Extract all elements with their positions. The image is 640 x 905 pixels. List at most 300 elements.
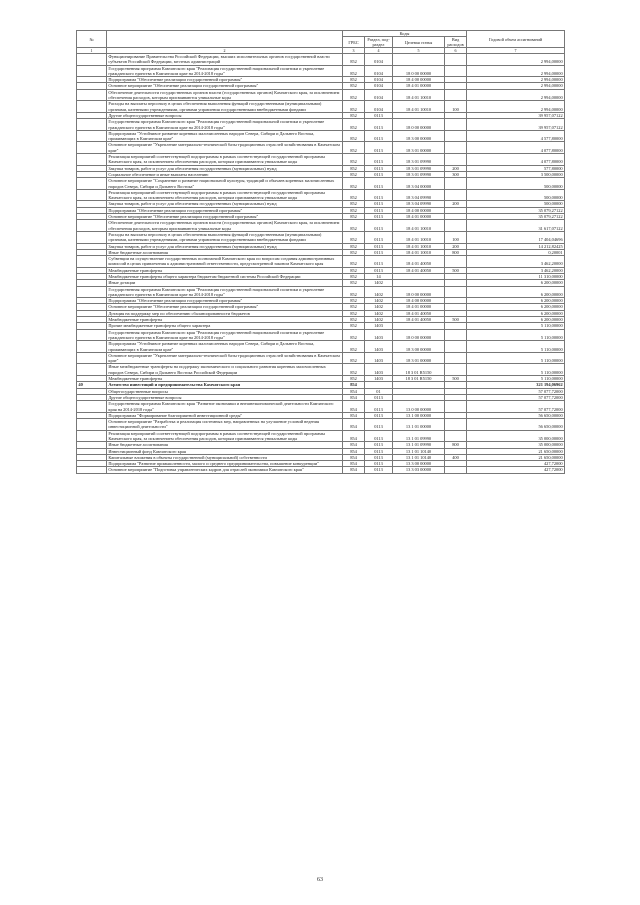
row-amount: 577,80000 <box>467 165 565 171</box>
budget-page <box>76 30 564 474</box>
row-grbs: 854 <box>343 461 365 467</box>
row-grbs: 852 <box>343 317 365 323</box>
row-section: 1403 <box>365 364 393 376</box>
row-target-article: 18 3 00 00000 <box>393 341 445 353</box>
row-grbs: 852 <box>343 201 365 207</box>
row-target-article: 18 4 01 10010 <box>393 101 445 113</box>
row-amount: 2 994,00000 <box>467 89 565 101</box>
budget-table <box>76 30 565 474</box>
row-name: Реализация мероприятий соответствующей подпрограммы в рамках соответствующей государственной программы Камчатского края, за исключением обеспечения расходов, которым присваиваются уникальные коды <box>107 430 343 442</box>
row-number: 40 <box>77 382 107 388</box>
row-grbs: 852 <box>343 243 365 249</box>
table-row <box>77 231 565 243</box>
row-section: 0104 <box>365 65 393 77</box>
row-amount: 2 994,00000 <box>467 101 565 113</box>
row-amount: 3 500,00000 <box>467 171 565 177</box>
row-target-article: 18 4 01 40050 <box>393 267 445 273</box>
row-name: Закупка товаров, работ и услуг для обеспечения государственных (муниципальных) нужд <box>107 165 343 171</box>
row-expense-type: 200 <box>445 165 467 171</box>
row-grbs: 852 <box>343 142 365 154</box>
row-expense-type <box>445 220 467 232</box>
row-target-article: 18 3 01 00000 <box>393 352 445 364</box>
row-amount: 35 079,27122 <box>467 214 565 220</box>
row-section: 1402 <box>365 298 393 304</box>
row-name: Иные бюджетные ассигнования <box>107 249 343 255</box>
row-section: 1402 <box>365 317 393 323</box>
row-expense-type: 100 <box>445 101 467 113</box>
table-row <box>77 89 565 101</box>
row-expense-type: 200 <box>445 243 467 249</box>
row-section: 0104 <box>365 83 393 89</box>
row-grbs: 852 <box>343 304 365 310</box>
row-name: Закупка товаров, работ и услуг для обеспечения государственных (муниципальных) нужд <box>107 243 343 249</box>
row-name: Основное мероприятие "Укрепление материально-технической базы традиционных отраслей хозяйствования в Камчатском крае" <box>107 142 343 154</box>
row-section: 1402 <box>365 286 393 298</box>
row-amount: 2 994,00000 <box>467 65 565 77</box>
row-number <box>77 101 107 113</box>
row-name: Государственная программа Камчатского края "Реализация государственной национальной политики и укрепление гражданского единства в Камчатском крае на 2014-2018 годы" <box>107 286 343 298</box>
row-expense-type <box>445 89 467 101</box>
row-section: 0113 <box>365 142 393 154</box>
row-grbs: 852 <box>343 130 365 142</box>
row-target-article: 18 4 01 00000 <box>393 83 445 89</box>
row-expense-type <box>445 401 467 413</box>
row-expense-type <box>445 364 467 376</box>
row-section: 0113 <box>365 214 393 220</box>
row-section: 0113 <box>365 243 393 249</box>
row-number <box>77 341 107 353</box>
row-section: 0113 <box>365 454 393 460</box>
row-amount: 6 200,00000 <box>467 310 565 316</box>
row-amount: 14 212,82425 <box>467 243 565 249</box>
row-name: Основное мероприятие "Обеспечение реализации государственной программы" <box>107 304 343 310</box>
row-amount: 427,72000 <box>467 461 565 467</box>
row-grbs: 852 <box>343 280 365 286</box>
table-body <box>77 54 565 474</box>
row-name: Капитальные вложения в объекты государственной (муниципальной) собственности <box>107 454 343 460</box>
row-amount: 500,00000 <box>467 178 565 190</box>
table-row <box>77 189 565 201</box>
row-grbs: 854 <box>343 394 365 400</box>
row-target-article: 18 3 04 09990 <box>393 201 445 207</box>
row-grbs: 852 <box>343 352 365 364</box>
table-row <box>77 142 565 154</box>
row-name: Межбюджетные трансферты общего характера бюджетам бюджетной системы Российской Федерации <box>107 273 343 279</box>
row-expense-type <box>445 154 467 166</box>
row-target-article: 13 1 01 09990 <box>393 442 445 448</box>
row-target-article: 18 4 01 10010 <box>393 249 445 255</box>
row-grbs: 854 <box>343 430 365 442</box>
row-amount: 3 462,20000 <box>467 256 565 268</box>
row-grbs: 852 <box>343 267 365 273</box>
row-target-article: 18 4 01 10010 <box>393 220 445 232</box>
row-amount: 56 650,00000 <box>467 412 565 418</box>
row-expense-type: 300 <box>445 171 467 177</box>
row-section: 0113 <box>365 220 393 232</box>
row-number <box>77 419 107 431</box>
row-name: Закупка товаров, работ и услуг для обеспечения государственных (муниципальных) нужд <box>107 201 343 207</box>
row-name: Иные дотации <box>107 280 343 286</box>
row-grbs: 852 <box>343 119 365 131</box>
row-target-article: 13 3 03 00000 <box>393 467 445 473</box>
row-expense-type <box>445 329 467 341</box>
row-amount: 57 077,72000 <box>467 401 565 413</box>
header-expense-type: Вид расходов <box>445 37 467 48</box>
row-expense-type <box>445 65 467 77</box>
row-name: Подпрограмма "Устойчивое развитие коренных малочисленных народов Севера, Сибири и Дальнего Востока, проживающих в Камчатском крае" <box>107 341 343 353</box>
row-target-article: 18 4 01 10010 <box>393 231 445 243</box>
row-grbs: 852 <box>343 273 365 279</box>
row-expense-type <box>445 189 467 201</box>
row-amount: 2 994,00000 <box>467 54 565 66</box>
row-number <box>77 142 107 154</box>
row-section: 1403 <box>365 323 393 329</box>
row-target-article: 18 3 01 09990 <box>393 171 445 177</box>
row-name: Общегосударственные вопросы <box>107 388 343 394</box>
row-target-article: 18 4 01 40050 <box>393 317 445 323</box>
row-section: 0113 <box>365 394 393 400</box>
row-amount: 4 077,80000 <box>467 142 565 154</box>
row-section: 0113 <box>365 256 393 268</box>
row-section: 0113 <box>365 442 393 448</box>
header-target: Целевая статья <box>393 37 445 48</box>
row-grbs: 852 <box>343 189 365 201</box>
row-name: Иные межбюджетные трансферты на поддержку экономического и социального развития коренных малочисленных народов Севера, Сибири и Дальнего Востока Российской Федерации <box>107 364 343 376</box>
row-target-article: 18 3 01 00000 <box>393 142 445 154</box>
table-row <box>77 329 565 341</box>
row-name: Подпрограмма "Обеспечение реализации государственной программы" <box>107 77 343 83</box>
table-row <box>77 430 565 442</box>
row-name: Обеспечение деятельности государственных органов власти (государственных органов) Камчатского края, за исключением обеспечения расходов, которым присваиваются уникальные коды <box>107 220 343 232</box>
header-index: 4 <box>365 48 393 54</box>
row-target-article <box>393 54 445 66</box>
row-grbs: 852 <box>343 329 365 341</box>
row-grbs: 852 <box>343 256 365 268</box>
row-amount: 56 650,00000 <box>467 419 565 431</box>
header-index: 3 <box>343 48 365 54</box>
row-expense-type <box>445 256 467 268</box>
row-amount: 427,72000 <box>467 467 565 473</box>
row-amount: 5 110,00000 <box>467 341 565 353</box>
row-amount: 500,00000 <box>467 201 565 207</box>
row-target-article: 18 4 01 40050 <box>393 256 445 268</box>
row-name: Основное мероприятие "Сохранение и развитие национальной культуры, традиций и обычаев коренных малочисленных народов Севера, Сибири и Дальнего Востока" <box>107 178 343 190</box>
row-target-article: 18 4 01 00000 <box>393 304 445 310</box>
row-grbs: 852 <box>343 101 365 113</box>
row-number <box>77 89 107 101</box>
row-name: Реализация мероприятий соответствующей подпрограммы в рамках соответствующей государственной программы Камчатского края, за исключением обеспечения расходов, которым присваиваются уникальные коды <box>107 189 343 201</box>
row-grbs: 854 <box>343 401 365 413</box>
row-expense-type <box>445 54 467 66</box>
row-name: Социальное обеспечение и иные выплаты населению <box>107 171 343 177</box>
row-expense-type <box>445 286 467 298</box>
table-row <box>77 467 565 473</box>
row-section: 0113 <box>365 201 393 207</box>
header-index: 1 <box>77 48 107 54</box>
header-index: 5 <box>393 48 445 54</box>
row-amount: 2 994,00000 <box>467 83 565 89</box>
row-name: Функционирование Правительства Российской Федерации, высших исполнительных органов государственной власти субъектов Российской Федерации, местных администраций <box>107 54 343 66</box>
row-section: 14 <box>365 273 393 279</box>
row-section: 0113 <box>365 231 393 243</box>
row-amount: 500,00000 <box>467 189 565 201</box>
row-section: 0104 <box>365 89 393 101</box>
row-section: 0113 <box>365 412 393 418</box>
header-index: 6 <box>445 48 467 54</box>
row-grbs: 852 <box>343 83 365 89</box>
row-section: 0104 <box>365 54 393 66</box>
row-expense-type <box>445 352 467 364</box>
row-target-article: 13 0 00 00000 <box>393 401 445 413</box>
row-grbs: 854 <box>343 448 365 454</box>
table-row <box>77 119 565 131</box>
row-amount: 0,20001 <box>467 249 565 255</box>
row-number <box>77 231 107 243</box>
row-amount: 57 077,72000 <box>467 388 565 394</box>
row-name: Государственная программа Камчатского края "Реализация государственной национальной политики и укрепление гражданского единства в Камчатском крае на 2014-2018 годы" <box>107 119 343 131</box>
header-index: 2 <box>107 48 343 54</box>
page-number: 63 <box>317 877 323 883</box>
row-name: Межбюджетные трансферты <box>107 376 343 382</box>
table-header <box>77 31 565 54</box>
row-number <box>77 189 107 201</box>
row-amount: 4 077,80000 <box>467 154 565 166</box>
row-expense-type <box>445 341 467 353</box>
row-grbs: 852 <box>343 323 365 329</box>
row-grbs: 852 <box>343 89 365 101</box>
row-amount: 6 200,00000 <box>467 286 565 298</box>
row-target-article: 18 3 01 09990 <box>393 154 445 166</box>
row-grbs: 854 <box>343 419 365 431</box>
row-name: Субвенции на осуществление государственных полномочий Камчатского края по вопросам создания административных комиссий в целях привлечения к административной ответственности, предусмотренной законом Камчатского края <box>107 256 343 268</box>
row-grbs: 852 <box>343 171 365 177</box>
row-grbs: 852 <box>343 231 365 243</box>
row-number <box>77 352 107 364</box>
row-target-article: 18 3 00 00000 <box>393 130 445 142</box>
row-section: 1402 <box>365 304 393 310</box>
row-grbs: 852 <box>343 178 365 190</box>
row-section: 0113 <box>365 401 393 413</box>
row-section: 0113 <box>365 112 393 118</box>
row-grbs: 852 <box>343 165 365 171</box>
row-target-article: 13 1 01 00000 <box>393 419 445 431</box>
row-expense-type: 200 <box>445 201 467 207</box>
table-row <box>77 154 565 166</box>
row-target-article: 18 3 01 R5150 <box>393 376 445 382</box>
header-no: № <box>77 31 107 48</box>
row-expense-type <box>445 419 467 431</box>
row-grbs: 854 <box>343 382 365 388</box>
row-expense-type <box>445 178 467 190</box>
table-row <box>77 101 565 113</box>
row-grbs: 852 <box>343 220 365 232</box>
row-amount: 2 994,00000 <box>467 77 565 83</box>
row-section: 0113 <box>365 467 393 473</box>
row-name: Агентство инвестиций и предпринимательства Камчатского края <box>107 382 343 388</box>
row-amount: 5 110,00000 <box>467 329 565 341</box>
row-name: Основное мероприятие "Обеспечение реализации государственной программы" <box>107 83 343 89</box>
row-target-article: 18 0 00 00000 <box>393 286 445 298</box>
row-name: Государственная программа Камчатского края "Реализация государственной национальной политики и укрепление гражданского единства в Камчатском крае на 2014-2018 годы" <box>107 65 343 77</box>
row-name: Обеспечение деятельности государственных органов власти (государственных органов) Камчатского края, за исключением обеспечения расходов, которым присваиваются уникальные коды <box>107 89 343 101</box>
row-amount: 17 404,04696 <box>467 231 565 243</box>
row-section: 1402 <box>365 310 393 316</box>
row-name: Реализация мероприятий соответствующей подпрограммы в рамках соответствующей государственной программы Камчатского края, за исключением обеспечения расходов, которым присваиваются уникальные коды <box>107 154 343 166</box>
row-section: 1403 <box>365 352 393 364</box>
row-section: 1403 <box>365 341 393 353</box>
row-expense-type: 500 <box>445 317 467 323</box>
row-section: 01 <box>365 388 393 394</box>
row-section: 0113 <box>365 207 393 213</box>
row-name: Дотация на поддержку мер по обеспечению сбалансированности бюджетов <box>107 310 343 316</box>
row-target-article: 18 4 01 10010 <box>393 89 445 101</box>
row-grbs: 852 <box>343 112 365 118</box>
row-section: 1403 <box>365 376 393 382</box>
header-index: 7 <box>467 48 565 54</box>
table-row <box>77 401 565 413</box>
row-target-article: 18 3 01 09990 <box>393 165 445 171</box>
row-amount: 21 650,00000 <box>467 454 565 460</box>
row-name: Подпрограмма "Обеспечение реализации государственной программы" <box>107 298 343 304</box>
row-target-article: 18 0 00 00000 <box>393 119 445 131</box>
row-name: Подпрограмма "Обеспечение реализации государственной программы" <box>107 207 343 213</box>
row-grbs: 854 <box>343 467 365 473</box>
row-section: 0113 <box>365 267 393 273</box>
row-target-article: 18 3 04 00000 <box>393 178 445 190</box>
row-amount: 11 310,00000 <box>467 273 565 279</box>
row-target-article: 18 4 01 10010 <box>393 243 445 249</box>
row-target-article: 18 4 00 00000 <box>393 207 445 213</box>
row-amount: 321 194,06962 <box>467 382 565 388</box>
row-grbs: 854 <box>343 388 365 394</box>
table-row <box>77 352 565 364</box>
row-section: 1402 <box>365 280 393 286</box>
row-target-article: 18 0 00 00000 <box>393 65 445 77</box>
row-amount: 57 077,72000 <box>467 394 565 400</box>
row-amount: 5 110,00000 <box>467 376 565 382</box>
table-row <box>77 178 565 190</box>
row-expense-type: 800 <box>445 442 467 448</box>
row-number <box>77 329 107 341</box>
row-amount: 6 200,00000 <box>467 280 565 286</box>
row-grbs: 854 <box>343 442 365 448</box>
row-amount: 21 650,00000 <box>467 448 565 454</box>
row-name: Подпрограмма "Устойчивое развитие коренных малочисленных народов Севера, Сибири и Дальнего Востока, проживающих в Камчатском крае" <box>107 130 343 142</box>
row-section: 0104 <box>365 101 393 113</box>
row-section: 0113 <box>365 448 393 454</box>
row-grbs: 852 <box>343 214 365 220</box>
row-number <box>77 256 107 268</box>
row-expense-type: 500 <box>445 376 467 382</box>
row-target-article: 18 4 01 40050 <box>393 310 445 316</box>
table-row <box>77 419 565 431</box>
row-number <box>77 286 107 298</box>
row-amount: 5 110,00000 <box>467 364 565 376</box>
row-number <box>77 364 107 376</box>
row-section: 0113 <box>365 189 393 201</box>
row-grbs: 852 <box>343 207 365 213</box>
row-grbs: 852 <box>343 77 365 83</box>
row-target-article: 13 1 01 10140 <box>393 448 445 454</box>
row-name: Подпрограмма "Формирование благоприятной инвестиционной среды" <box>107 412 343 418</box>
row-amount: 39 957,07122 <box>467 112 565 118</box>
row-amount: 31 617,07122 <box>467 220 565 232</box>
row-target-article: 18 3 04 09990 <box>393 189 445 201</box>
table-row <box>77 220 565 232</box>
row-section: 0113 <box>365 154 393 166</box>
row-target-article: 18 3 01 R5150 <box>393 364 445 376</box>
row-name: Основное мероприятие "Разработка и реализация системных мер, направленных на улучшение условий ведения инвестиционной деятельности" <box>107 419 343 431</box>
table-row <box>77 65 565 77</box>
row-target-article: 13 1 01 09990 <box>393 430 445 442</box>
row-target-article: 18 0 00 00000 <box>393 329 445 341</box>
table-row <box>77 286 565 298</box>
row-amount: 6 200,00000 <box>467 298 565 304</box>
row-section: 0113 <box>365 119 393 131</box>
row-grbs: 852 <box>343 376 365 382</box>
table-row <box>77 364 565 376</box>
row-number <box>77 467 107 473</box>
row-number <box>77 119 107 131</box>
row-grbs: 852 <box>343 286 365 298</box>
row-name: Инвестиционный фонд Камчатского края <box>107 448 343 454</box>
row-section: 0113 <box>365 419 393 431</box>
row-name: Расходы на выплаты персоналу в целях обеспечения выполнения функций государственными (муниципальными) органами, казенными учреждениями, органами управления государственными внебюджетными фондами <box>107 231 343 243</box>
row-section: 0104 <box>365 77 393 83</box>
row-grbs: 852 <box>343 249 365 255</box>
row-number <box>77 65 107 77</box>
row-expense-type: 400 <box>445 454 467 460</box>
row-target-article: 13 3 00 00000 <box>393 461 445 467</box>
row-section: 0113 <box>365 178 393 190</box>
row-name: Межбюджетные трансферты <box>107 317 343 323</box>
row-expense-type <box>445 467 467 473</box>
row-amount: 35 000,00000 <box>467 430 565 442</box>
row-section: 0113 <box>365 165 393 171</box>
header-section: Раздел, под-раздел <box>365 37 393 48</box>
row-name: Государственная программа Камчатского края "Развитие экономики и внешнеэкономической деятельности Камчатского края на 2014-2018 годы" <box>107 401 343 413</box>
header-codes: Коды <box>343 31 467 37</box>
row-grbs: 854 <box>343 454 365 460</box>
row-name: Прочие межбюджетные трансферты общего характера <box>107 323 343 329</box>
row-section: 0113 <box>365 430 393 442</box>
row-amount: 35 079,27122 <box>467 207 565 213</box>
row-target-article: 13 1 01 10140 <box>393 454 445 460</box>
row-name: Подпрограмма "Развитие промышленности, малого и среднего предпринимательства, повышение конкуренции" <box>107 461 343 467</box>
row-section: 0113 <box>365 249 393 255</box>
row-name: Государственная программа Камчатского края "Реализация государственной национальной политики и укрепление гражданского единства в Камчатском крае на 2014-2018 годы" <box>107 329 343 341</box>
row-grbs: 852 <box>343 341 365 353</box>
row-number <box>77 178 107 190</box>
row-number <box>77 430 107 442</box>
row-number <box>77 130 107 142</box>
table-row <box>77 341 565 353</box>
row-amount: 4 577,80000 <box>467 130 565 142</box>
table-row <box>77 54 565 66</box>
row-grbs: 852 <box>343 364 365 376</box>
table-row <box>77 130 565 142</box>
row-name: Межбюджетные трансферты <box>107 267 343 273</box>
row-expense-type: 800 <box>445 249 467 255</box>
row-amount: 5 110,00000 <box>467 352 565 364</box>
row-section: 0113 <box>365 171 393 177</box>
row-amount: 6 200,00000 <box>467 317 565 323</box>
row-name: Основное мероприятие "Подготовка управленческих кадров для отраслей экономики Камчатского края" <box>107 467 343 473</box>
header-grbs: ГРБС <box>343 37 365 48</box>
row-grbs: 852 <box>343 310 365 316</box>
row-name: Иные бюджетные ассигнования <box>107 442 343 448</box>
row-number <box>77 220 107 232</box>
